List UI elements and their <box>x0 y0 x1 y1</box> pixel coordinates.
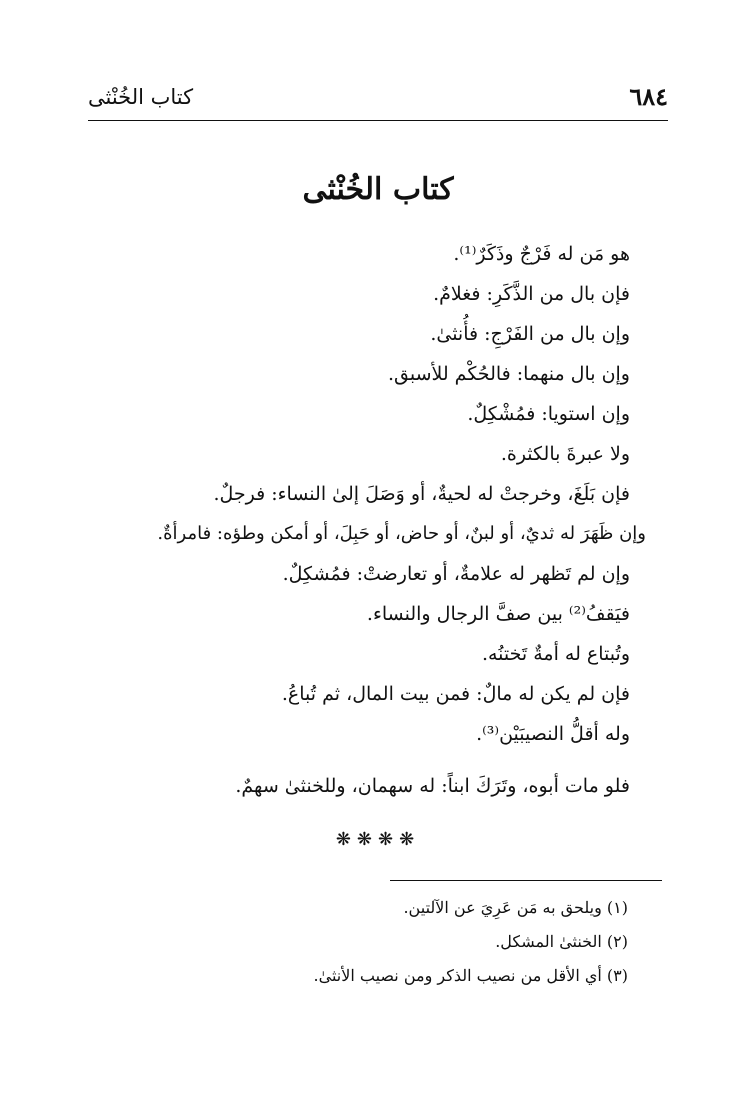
text-line: وإن بال من الفَرْجِ: فأُنثىٰ. <box>430 323 630 345</box>
running-header-title: كتاب الخُنْثى <box>88 85 194 109</box>
header-rule <box>88 120 668 121</box>
page-number: ٦٨٤ <box>629 82 668 111</box>
text-line: فإن بال من الذَّكَرِ: فغلامٌ. <box>433 283 630 305</box>
text-line: وإن ظَهَرَ له ثديٌ، أو لبنٌ، أو حاض، أو حَبِلَ، أو أمكن وطؤه: فامرأةٌ. <box>157 523 646 544</box>
text-line: فإن بَلَغَ، وخرجتْ له لحيةٌ، أو وَصَلَ إلىٰ النساء: فرجلٌ. <box>213 483 630 505</box>
footnote-rule <box>390 880 662 881</box>
chapter-title: كتاب الخُنْثى <box>302 172 454 207</box>
text-line: وإن استويا: فمُشْكِلٌ. <box>467 403 630 425</box>
text-line: ولا عبرةَ بالكثرة. <box>500 443 630 465</box>
text-line: فإن لم يكن له مالٌ: فمن بيت المال، ثم تُباعُ. <box>281 683 630 705</box>
footnotes <box>240 893 628 1003</box>
text-line: فيَقفُ⁽²⁾ بين صفَّ الرجال والنساء. <box>366 603 630 625</box>
text-line: فلو مات أبوه، وتَرَكَ ابناً: له سهمان، وللخنثىٰ سهمٌ. <box>235 775 630 797</box>
section-separator: ❋❋❋❋ <box>335 829 421 850</box>
text-line: وإن لم تَظهر له علامةٌ، أو تعارضتْ: فمُشكِلٌ. <box>282 563 630 585</box>
text-line: هو مَن له فَرْجٌ وذَكَرٌ⁽¹⁾. <box>453 243 630 265</box>
text-line: وإن بال منهما: فالحُكْم للأسبق. <box>387 363 630 385</box>
text-line: وتُبتاع له أمةٌ تَختنُه. <box>481 643 630 665</box>
body-text <box>92 237 646 807</box>
running-header <box>88 82 668 116</box>
footnote: (١) ويلحق به مَن عَرِيَ عن الآلتين. <box>403 898 628 917</box>
footnote: (٢) الخنثىٰ المشكل. <box>495 932 628 951</box>
text-line: وله أقلُّ النصيبَيْن⁽³⁾. <box>476 723 630 745</box>
footnote: (٣) أي الأقل من نصيب الذكر ومن نصيب الأنثىٰ. <box>313 966 628 985</box>
